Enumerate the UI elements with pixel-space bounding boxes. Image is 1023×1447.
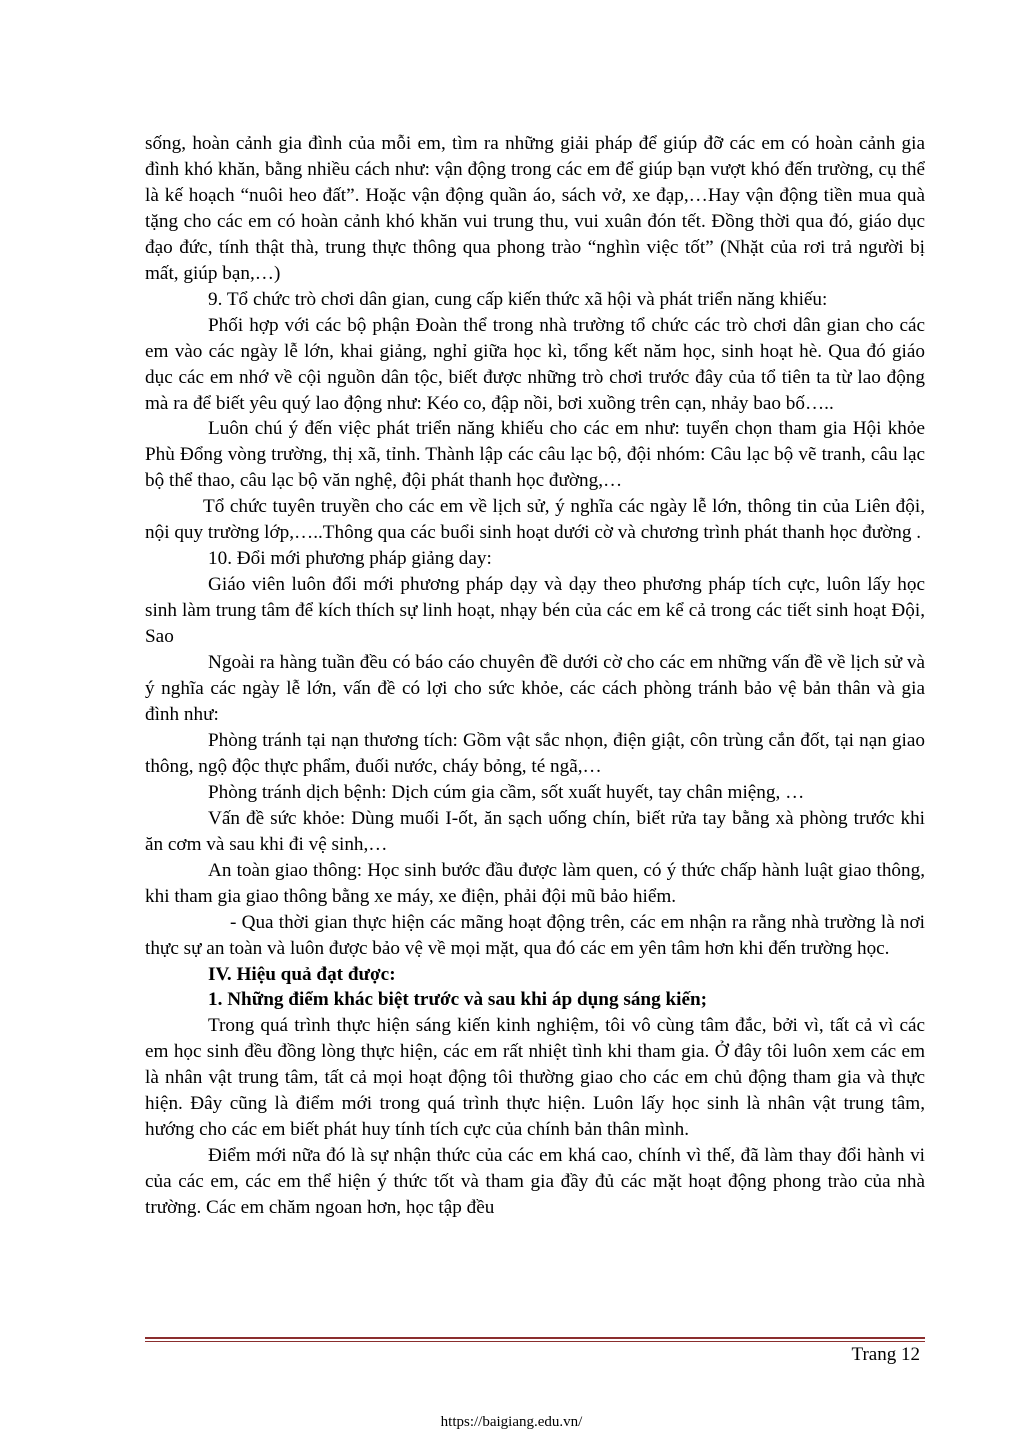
paragraph: Phòng tránh tại nạn thương tích: Gồm vật sắc nhọn, điện giật, côn trùng cắn đốt, tại nạn giao thông, ngộ độc thực phẩm, đuối nước, cháy bỏng, té ngã,… — [145, 729, 925, 777]
paragraph: - Qua thời gian thực hiện các mãng hoạt động trên, các em nhận ra rằng nhà trường là nơi thực sự an toàn và luôn được bảo vệ về mọi mặt, qua đó các em yên tâm hơn khi đến trường học. — [145, 911, 925, 959]
paragraph: Giáo viên luôn đổi mới phương pháp dạy và dạy theo phương pháp tích cực, luôn lấy học sinh làm trung tâm để kích thích sự linh hoạt, nhạy bén của các em kể cả trong các tiết sinh hoạt Đội, Sao — [145, 574, 925, 648]
source-url: https://baigiang.edu.vn/ — [440, 1414, 583, 1430]
paragraph: Phối hợp với các bộ phận Đoàn thể trong nhà trường tổ chức các trò chơi dân gian cho các em vào các ngày lễ lớn, khai giảng, nghỉ giữa học kì, tổng kết năm học, sinh hoạt hè. Qua đó giáo dục các em nhớ về cội nguồn dân tộc, biết được những trò chơi trước đây của tổ tiên ta từ lao động mà ra để biết yêu quý lao động như: Kéo co, đập nồi, bơi xuồng trên cạn, nhảy bao bố….. — [145, 314, 925, 414]
paragraph: An toàn giao thông: Học sinh bước đầu được làm quen, có ý thức chấp hành luật giao thông, khi tham gia giao thông bằng xe máy, xe điện, phải đội mũ bảo hiểm. — [145, 859, 925, 907]
paragraph: Điểm mới nữa đó là sự nhận thức của các em khá cao, chính vì thế, đã làm thay đổi hành vi của các em, các em thể hiện ý thức tốt và tham gia đầy đủ các mặt hoạt động phong trào của nhà trường. Các em chăm ngoan hơn, học tập đều — [145, 1145, 925, 1219]
section-heading-10: 10. Đổi mới phương pháp giảng day: — [208, 548, 492, 570]
subsection-heading-1: 1. Những điểm khác biệt trước và sau khi áp dụng sáng kiến; — [208, 989, 708, 1011]
document-body — [145, 131, 925, 1221]
paragraph: Vấn đề sức khỏe: Dùng muối I-ốt, ăn sạch uống chín, biết rửa tay bằng xà phòng trước khi ăn cơm và sau khi đi vệ sinh,… — [145, 807, 925, 855]
section-heading-9: 9. Tổ chức trò chơi dân gian, cung cấp kiến thức xã hội và phát triển năng khiếu: — [208, 288, 828, 310]
paragraph: sống, hoàn cảnh gia đình của mỗi em, tìm ra những giải pháp để giúp đỡ các em có hoàn cảnh gia đình khó khăn, bằng nhiều cách như: vận động trong các em để giúp bạn vượt khó đến trường, cụ thể là kế hoạch “nuôi heo đất”. Hoặc vận động quần áo, sách vở, xe đạp,…Hay vận động tiền mua quà tặng cho các em có hoàn cảnh khó khăn vui trung thu, vui xuân đón tết. Đồng thời qua đó, giáo dục đạo đức, tính thật thà, trung thực thông qua phong trào “nghìn việc tốt” (Nhặt của rơi trả người bị mất, giúp bạn,…) — [145, 133, 925, 284]
paragraph: Phòng tránh dịch bệnh: Dịch cúm gia cầm, sốt xuất huyết, tay chân miệng, … — [208, 781, 805, 803]
footer-divider-thin — [145, 1341, 925, 1342]
section-heading-iv: IV. Hiệu quả đạt được: — [208, 963, 396, 985]
page-number: Trang 12 — [851, 1344, 920, 1365]
paragraph: Tổ chức tuyên truyền cho các em về lịch sử, ý nghĩa các ngày lễ lớn, thông tin của Liên đội, nội quy trường lớp,…..Thông qua các buổi sinh hoạt dưới cờ và chương trình phát thanh học đường . — [145, 496, 925, 544]
footer-divider — [145, 1337, 925, 1339]
paragraph: Ngoài ra hàng tuần đều có báo cáo chuyên đề dưới cờ cho các em những vấn đề về lịch sử và ý nghĩa các ngày lễ lớn, vấn đề có lợi cho sức khỏe, các cách phòng tránh bảo vệ bản thân và gia đình như: — [145, 652, 925, 725]
paragraph: Trong quá trình thực hiện sáng kiến kinh nghiệm, tôi vô cùng tâm đắc, bởi vì, tất cả vì các em học sinh đều đồng lòng thực hiện, các em rất nhiệt tình khi tham gia. Ở đây tôi luôn xem các em là nhân vật trung tâm, tất cả mọi hoạt động tôi thường giao cho các em chủ động tham gia và thực hiện. Đây cũng là điểm mới trong quá trình thực hiện. Luôn lấy học sinh là nhân vật trung tâm, hướng cho các em biết phát huy tính tích cực của chính bản thân mình. — [145, 1015, 925, 1141]
paragraph: Luôn chú ý đến việc phát triển năng khiếu cho các em như: tuyển chọn tham gia Hội khỏe Phù Đổng vòng trường, thị xã, tỉnh. Thành lập các câu lạc bộ, đội nhóm: Câu lạc bộ vẽ tranh, câu lạc bộ thể thao, câu lạc bộ văn nghệ, đội phát thanh học đường,… — [145, 418, 925, 492]
